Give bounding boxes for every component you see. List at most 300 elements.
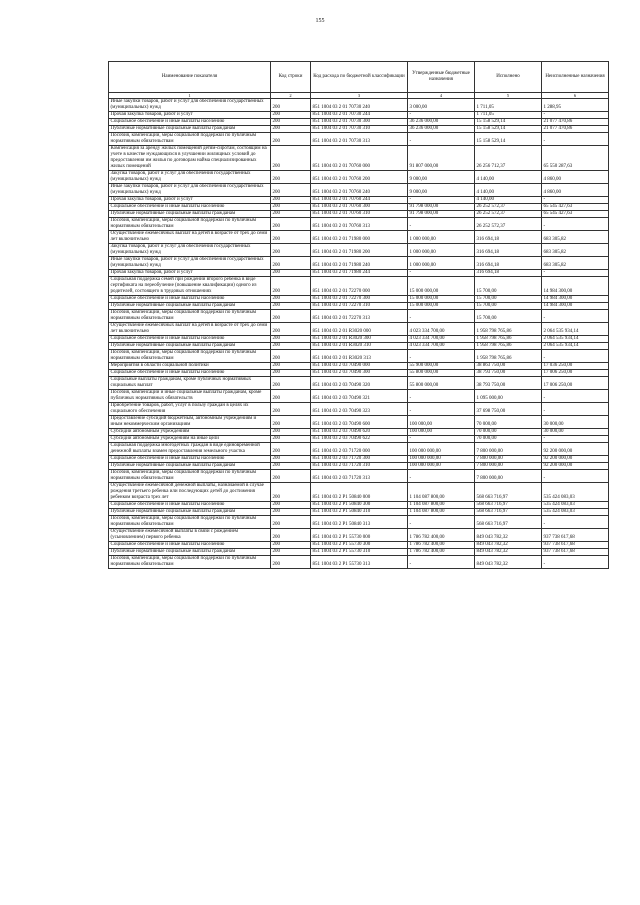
row-remaining-amount: 92 200 000,00 bbox=[542, 443, 609, 456]
table-row bbox=[109, 336, 609, 343]
row-approved-amount: 15 000 000,00 bbox=[408, 296, 475, 303]
row-code: 200 bbox=[271, 211, 311, 218]
row-name: Социальное обеспечение и иные выплаты населению bbox=[109, 296, 271, 303]
row-remaining-amount: - bbox=[542, 390, 609, 403]
row-approved-amount: - bbox=[408, 516, 475, 529]
row-approved-amount: 1 000 000,00 bbox=[408, 257, 475, 270]
row-budget-code: 851 1004 03 2 01 70760 313 bbox=[311, 218, 408, 231]
row-remaining-amount: 92 200 000,00 bbox=[542, 463, 609, 470]
row-name: Субсидии автономным учреждениям bbox=[109, 429, 271, 436]
row-approved-amount: 1 104 087 800,00 bbox=[408, 483, 475, 502]
header-budget-code: Код расхода по бюджетной классификации bbox=[311, 62, 408, 93]
table-row bbox=[109, 99, 609, 112]
column-number: 2 bbox=[271, 93, 311, 99]
row-budget-code: 851 1004 03 2 P1 50840 300 bbox=[311, 502, 408, 509]
row-approved-amount: - bbox=[408, 556, 475, 569]
row-executed-amount: 15 700,00 bbox=[475, 296, 542, 303]
row-code: 200 bbox=[271, 363, 311, 370]
row-approved-amount: 3 000,00 bbox=[408, 99, 475, 112]
table-row bbox=[109, 257, 609, 270]
row-budget-code: 851 1004 03 2 01 71980 240 bbox=[311, 257, 408, 270]
row-code: 200 bbox=[271, 443, 311, 456]
row-budget-code: 851 1004 03 2 01 70730 313 bbox=[311, 133, 408, 146]
row-budget-code: 851 1004 03 2 01 70760 244 bbox=[311, 197, 408, 204]
row-remaining-amount: - bbox=[542, 556, 609, 569]
row-approved-amount: - bbox=[408, 218, 475, 231]
table-row bbox=[109, 350, 609, 363]
row-name: Публичные нормативные социальные выплаты гражданам bbox=[109, 509, 271, 516]
table-row bbox=[109, 516, 609, 529]
row-remaining-amount: 21 077 470,86 bbox=[542, 126, 609, 133]
row-executed-amount: 70 000,00 bbox=[475, 429, 542, 436]
row-executed-amount: 849 043 782,32 bbox=[475, 549, 542, 556]
row-budget-code: 851 1004 03 2 03 70490 600 bbox=[311, 416, 408, 429]
row-code: 200 bbox=[271, 257, 311, 270]
row-code: 200 bbox=[271, 390, 311, 403]
table-row bbox=[109, 549, 609, 556]
row-budget-code: 851 1004 03 2 01 72270 310 bbox=[311, 303, 408, 310]
row-name: Публичные нормативные социальные выплаты гражданам bbox=[109, 303, 271, 310]
row-code: 200 bbox=[271, 99, 311, 112]
row-executed-amount: 70 000,00 bbox=[475, 436, 542, 443]
row-approved-amount: 1 786 782 400,00 bbox=[408, 542, 475, 549]
column-number: 4 bbox=[408, 93, 475, 99]
row-approved-amount: 9 000,00 bbox=[408, 184, 475, 197]
table-row bbox=[109, 146, 609, 171]
row-remaining-amount: 683 305,82 bbox=[542, 231, 609, 244]
row-name: Социальное обеспечение и иные выплаты населению bbox=[109, 119, 271, 126]
row-name: Пособия, компенсации, меры социальной поддержки по публичным нормативным обязательствам bbox=[109, 310, 271, 323]
row-budget-code: 851 1004 03 2 01 71980 000 bbox=[311, 231, 408, 244]
row-name: Социальное обеспечение и иные выплаты населению bbox=[109, 456, 271, 463]
row-code: 200 bbox=[271, 277, 311, 296]
row-code: 200 bbox=[271, 270, 311, 277]
row-remaining-amount: 14 984 300,00 bbox=[542, 303, 609, 310]
row-executed-amount: 568 663 716,97 bbox=[475, 509, 542, 516]
row-approved-amount: 55 800 000,00 bbox=[408, 377, 475, 390]
row-code: 200 bbox=[271, 133, 311, 146]
row-code: 200 bbox=[271, 231, 311, 244]
row-name: Осуществление ежемесячной денежной выплаты, назначаемой в случае рождения третьего ребенка или последующих детей до достижения ребенком возраста трех лет bbox=[109, 483, 271, 502]
row-approved-amount: 15 000 000,00 bbox=[408, 303, 475, 310]
row-name: Прочая закупка товаров, работ и услуг bbox=[109, 197, 271, 204]
row-approved-amount: 1 786 782 400,00 bbox=[408, 529, 475, 542]
row-code: 200 bbox=[271, 343, 311, 350]
row-name: Публичные нормативные социальные выплаты гражданам bbox=[109, 343, 271, 350]
table-row bbox=[109, 323, 609, 336]
table-row bbox=[109, 509, 609, 516]
row-code: 200 bbox=[271, 204, 311, 211]
row-executed-amount: 316 694,18 bbox=[475, 244, 542, 257]
row-name: Публичные нормативные социальные выплаты гражданам bbox=[109, 549, 271, 556]
table-row bbox=[109, 377, 609, 390]
row-name: Социальные выплаты гражданам, кроме публичных нормативных социальных выплат bbox=[109, 377, 271, 390]
row-remaining-amount: 937 738 617,68 bbox=[542, 542, 609, 549]
column-number: 1 bbox=[109, 93, 271, 99]
row-approved-amount: 100 000 000,00 bbox=[408, 443, 475, 456]
row-name: Мероприятия в области социальной политики bbox=[109, 363, 271, 370]
row-remaining-amount: 535 424 083,03 bbox=[542, 483, 609, 502]
row-budget-code: 851 1004 03 2 01 70730 240 bbox=[311, 99, 408, 112]
row-approved-amount: 1 104 087 800,00 bbox=[408, 502, 475, 509]
row-approved-amount: 100 000 000,00 bbox=[408, 463, 475, 470]
table-row bbox=[109, 429, 609, 436]
row-remaining-amount: - bbox=[542, 270, 609, 277]
row-code: 200 bbox=[271, 126, 311, 133]
row-approved-amount: - bbox=[408, 310, 475, 323]
row-approved-amount: - bbox=[408, 197, 475, 204]
row-approved-amount: 4 023 334 700,00 bbox=[408, 323, 475, 336]
row-name: Осуществление ежемесячных выплат на детей в возрасте от трех до семи лет включительно bbox=[109, 231, 271, 244]
row-executed-amount: 7 800 000,00 bbox=[475, 470, 542, 483]
row-remaining-amount: 2 064 535 934,14 bbox=[542, 343, 609, 350]
row-code: 200 bbox=[271, 112, 311, 119]
row-name: Пособия, компенсации, меры социальной поддержки по публичным нормативным обязательствам bbox=[109, 470, 271, 483]
table-row bbox=[109, 403, 609, 416]
row-executed-amount: 1 711,05 bbox=[475, 112, 542, 119]
row-approved-amount: 91 798 000,00 bbox=[408, 211, 475, 218]
table-row bbox=[109, 556, 609, 569]
row-code: 200 bbox=[271, 119, 311, 126]
row-budget-code: 851 1004 03 2 P1 50840 310 bbox=[311, 509, 408, 516]
row-budget-code: 851 1004 03 2 01 72270 000 bbox=[311, 277, 408, 296]
row-name: Пособия, компенсации, меры социальной поддержки по публичным нормативным обязательствам bbox=[109, 218, 271, 231]
row-executed-amount: 568 663 716,97 bbox=[475, 516, 542, 529]
row-name: Прочая закупка товаров, работ и услуг bbox=[109, 270, 271, 277]
row-budget-code: 851 1004 03 2 03 70490 622 bbox=[311, 436, 408, 443]
row-remaining-amount: 92 200 000,00 bbox=[542, 456, 609, 463]
table-row bbox=[109, 343, 609, 350]
row-name: Субсидии автономным учреждениям на иные цели bbox=[109, 436, 271, 443]
column-number: 5 bbox=[475, 93, 542, 99]
row-budget-code: 851 1004 03 2 01 72270 300 bbox=[311, 296, 408, 303]
row-approved-amount: 100 000 000,00 bbox=[408, 456, 475, 463]
table-row bbox=[109, 231, 609, 244]
column-number: 3 bbox=[311, 93, 408, 99]
row-budget-code: 851 1004 03 2 P1 50840 000 bbox=[311, 483, 408, 502]
row-code: 200 bbox=[271, 436, 311, 443]
row-executed-amount: 849 043 782,32 bbox=[475, 529, 542, 542]
row-name: Социальная поддержка многодетных граждан в виде единовременной денежной выплаты взамен предоставления земельного участка bbox=[109, 443, 271, 456]
row-code: 200 bbox=[271, 502, 311, 509]
row-approved-amount: 36 236 000,00 bbox=[408, 126, 475, 133]
row-code: 200 bbox=[271, 509, 311, 516]
row-approved-amount: 1 000 000,00 bbox=[408, 244, 475, 257]
row-remaining-amount: 17 006 250,00 bbox=[542, 370, 609, 377]
row-budget-code: 851 1004 03 2 01 70730 300 bbox=[311, 119, 408, 126]
row-remaining-amount: 937 738 617,68 bbox=[542, 529, 609, 542]
row-budget-code: 851 1004 03 2 01 R3020 300 bbox=[311, 336, 408, 343]
row-executed-amount: 38 863 750,00 bbox=[475, 363, 542, 370]
row-approved-amount: 1 104 087 800,00 bbox=[408, 509, 475, 516]
row-budget-code: 851 1004 03 2 P1 55730 300 bbox=[311, 542, 408, 549]
row-remaining-amount: 535 424 083,03 bbox=[542, 502, 609, 509]
row-budget-code: 851 1004 03 2 01 R3020 313 bbox=[311, 350, 408, 363]
row-remaining-amount: - bbox=[542, 197, 609, 204]
row-code: 200 bbox=[271, 184, 311, 197]
row-budget-code: 851 1004 03 2 01 70730 244 bbox=[311, 112, 408, 119]
row-name: Приобретение товаров, работ, услуг в пользу граждан в целях их социального обеспечения bbox=[109, 403, 271, 416]
table-row bbox=[109, 363, 609, 370]
row-remaining-amount: 683 305,82 bbox=[542, 257, 609, 270]
row-executed-amount: 15 700,00 bbox=[475, 303, 542, 310]
row-executed-amount: 316 694,18 bbox=[475, 257, 542, 270]
row-remaining-amount: 17 006 250,00 bbox=[542, 377, 609, 390]
row-name: Публичные нормативные социальные выплаты гражданам bbox=[109, 126, 271, 133]
row-code: 200 bbox=[271, 516, 311, 529]
row-code: 200 bbox=[271, 171, 311, 184]
table-row bbox=[109, 470, 609, 483]
row-name: Социальное обеспечение и иные выплаты населению bbox=[109, 204, 271, 211]
row-name: Пособия, компенсации, меры социальной поддержки по публичным нормативным обязательствам bbox=[109, 133, 271, 146]
row-executed-amount: 26 252 572,37 bbox=[475, 204, 542, 211]
row-code: 200 bbox=[271, 483, 311, 502]
row-remaining-amount: 17 036 250,00 bbox=[542, 363, 609, 370]
row-remaining-amount: 30 000,00 bbox=[542, 416, 609, 429]
row-name: Социальное обеспечение и иные выплаты населению bbox=[109, 502, 271, 509]
row-executed-amount: 26 252 572,37 bbox=[475, 211, 542, 218]
row-remaining-amount: 937 738 617,68 bbox=[542, 549, 609, 556]
row-executed-amount: 1 958 798 765,86 bbox=[475, 336, 542, 343]
row-remaining-amount: - bbox=[542, 218, 609, 231]
table-row bbox=[109, 197, 609, 204]
row-code: 200 bbox=[271, 197, 311, 204]
table-row bbox=[109, 416, 609, 429]
row-executed-amount: 7 800 000,00 bbox=[475, 456, 542, 463]
row-name: Пособия, компенсации и иные социальные выплаты гражданам, кроме публичных нормативных обязательств bbox=[109, 390, 271, 403]
row-executed-amount: 15 158 529,14 bbox=[475, 133, 542, 146]
row-code: 200 bbox=[271, 303, 311, 310]
row-name: Социальное обеспечение и иные выплаты населению bbox=[109, 370, 271, 377]
table-row bbox=[109, 119, 609, 126]
row-budget-code: 851 1004 03 2 P1 55730 310 bbox=[311, 549, 408, 556]
row-name: Осуществление ежемесячных выплат на детей в возрасте от трех до семи лет включительно bbox=[109, 323, 271, 336]
table-row bbox=[109, 244, 609, 257]
header-row-code: Код строки bbox=[271, 62, 311, 93]
row-remaining-amount: 4 860,00 bbox=[542, 171, 609, 184]
table-row bbox=[109, 133, 609, 146]
row-name: Закупка товаров, работ и услуг для обеспечения государственных (муниципальных) нужд bbox=[109, 244, 271, 257]
table-row bbox=[109, 483, 609, 502]
row-approved-amount: 55 800 000,00 bbox=[408, 370, 475, 377]
table-row bbox=[109, 211, 609, 218]
row-remaining-amount: 683 305,82 bbox=[542, 244, 609, 257]
row-executed-amount: 4 140,00 bbox=[475, 197, 542, 204]
table-row bbox=[109, 184, 609, 197]
row-code: 200 bbox=[271, 542, 311, 549]
row-budget-code: 851 1004 03 2 01 72270 313 bbox=[311, 310, 408, 323]
row-remaining-amount: - bbox=[542, 516, 609, 529]
row-name: Предоставление субсидий бюджетным, автономным учреждениям и иным некоммерческим организациям bbox=[109, 416, 271, 429]
table-row bbox=[109, 370, 609, 377]
row-approved-amount: - bbox=[408, 470, 475, 483]
row-name: Иные закупки товаров, работ и услуг для обеспечения государственных (муниципальных) нужд bbox=[109, 99, 271, 112]
header-approved: Утвержденные бюджетные назначения bbox=[408, 62, 475, 93]
table-row bbox=[109, 296, 609, 303]
row-code: 200 bbox=[271, 403, 311, 416]
row-name: Социальное обеспечение и иные выплаты населению bbox=[109, 542, 271, 549]
row-remaining-amount: - bbox=[542, 310, 609, 323]
row-executed-amount: 316 694,18 bbox=[475, 270, 542, 277]
row-remaining-amount: 65 550 287,63 bbox=[542, 146, 609, 171]
row-code: 200 bbox=[271, 336, 311, 343]
table-row bbox=[109, 126, 609, 133]
row-code: 200 bbox=[271, 416, 311, 429]
row-budget-code: 851 1004 03 2 03 71720 000 bbox=[311, 443, 408, 456]
row-executed-amount: 70 000,00 bbox=[475, 416, 542, 429]
row-executed-amount: 568 663 716,97 bbox=[475, 502, 542, 509]
table-row bbox=[109, 112, 609, 119]
row-approved-amount: 100 000,00 bbox=[408, 429, 475, 436]
row-remaining-amount: 14 984 300,00 bbox=[542, 277, 609, 296]
row-budget-code: 851 1004 03 2 03 70490 000 bbox=[311, 363, 408, 370]
row-code: 200 bbox=[271, 370, 311, 377]
row-approved-amount: 91 807 000,00 bbox=[408, 146, 475, 171]
row-approved-amount: - bbox=[408, 403, 475, 416]
row-remaining-amount: 535 424 083,03 bbox=[542, 509, 609, 516]
row-approved-amount: 4 023 334 700,00 bbox=[408, 336, 475, 343]
row-approved-amount: - bbox=[408, 270, 475, 277]
row-code: 200 bbox=[271, 529, 311, 542]
row-code: 200 bbox=[271, 556, 311, 569]
row-remaining-amount: - bbox=[542, 403, 609, 416]
row-executed-amount: 1 958 798 765,86 bbox=[475, 323, 542, 336]
row-name: Социальная поддержка семей при рождении второго ребенка в виде сертификата на переобучение (повышение квалификации) одного из родителей, состоящего в трудовых отношениях bbox=[109, 277, 271, 296]
row-budget-code: 851 1004 03 2 01 71980 200 bbox=[311, 244, 408, 257]
row-budget-code: 851 1004 03 2 01 70760 310 bbox=[311, 211, 408, 218]
page-number: 155 bbox=[315, 18, 325, 24]
row-code: 200 bbox=[271, 218, 311, 231]
table-row bbox=[109, 502, 609, 509]
row-executed-amount: 1 958 798 765,86 bbox=[475, 343, 542, 350]
budget-execution-table bbox=[108, 61, 609, 569]
row-executed-amount: 15 158 529,14 bbox=[475, 126, 542, 133]
row-approved-amount: 55 900 000,00 bbox=[408, 363, 475, 370]
table-row bbox=[109, 463, 609, 470]
row-remaining-amount: 65 545 427,63 bbox=[542, 204, 609, 211]
row-name: Пособия, компенсации, меры социальной поддержки по публичным нормативным обязательствам bbox=[109, 516, 271, 529]
table-row bbox=[109, 218, 609, 231]
row-code: 200 bbox=[271, 470, 311, 483]
row-executed-amount: 26 256 712,37 bbox=[475, 146, 542, 171]
row-name: Осуществление ежемесячной выплаты в связи с рождением (усыновлением) первого ребенка bbox=[109, 529, 271, 542]
row-code: 200 bbox=[271, 323, 311, 336]
row-executed-amount: 568 663 716,97 bbox=[475, 483, 542, 502]
column-number: 6 bbox=[542, 93, 609, 99]
table-row bbox=[109, 529, 609, 542]
row-approved-amount: 1 786 782 400,00 bbox=[408, 549, 475, 556]
row-remaining-amount: 2 064 535 934,14 bbox=[542, 323, 609, 336]
row-remaining-amount: - bbox=[542, 470, 609, 483]
row-executed-amount: 4 140,00 bbox=[475, 171, 542, 184]
header-executed: Исполнено bbox=[475, 62, 542, 93]
row-executed-amount: 38 793 750,00 bbox=[475, 370, 542, 377]
row-code: 200 bbox=[271, 310, 311, 323]
row-code: 200 bbox=[271, 429, 311, 436]
row-code: 200 bbox=[271, 146, 311, 171]
row-executed-amount: 26 252 572,37 bbox=[475, 218, 542, 231]
row-approved-amount: 91 798 000,00 bbox=[408, 204, 475, 211]
row-remaining-amount: - bbox=[542, 436, 609, 443]
row-code: 200 bbox=[271, 456, 311, 463]
row-name: Публичные нормативные социальные выплаты гражданам bbox=[109, 463, 271, 470]
row-remaining-amount: - bbox=[542, 350, 609, 363]
row-budget-code: 851 1004 03 2 P1 50840 313 bbox=[311, 516, 408, 529]
header-row bbox=[109, 62, 609, 93]
row-executed-amount: 1 711,05 bbox=[475, 99, 542, 112]
row-budget-code: 851 1004 03 2 03 70490 320 bbox=[311, 377, 408, 390]
table-row bbox=[109, 436, 609, 443]
table-row bbox=[109, 310, 609, 323]
row-approved-amount: - bbox=[408, 436, 475, 443]
row-approved-amount: 9 000,00 bbox=[408, 171, 475, 184]
row-code: 200 bbox=[271, 377, 311, 390]
row-budget-code: 851 1004 03 2 01 71980 244 bbox=[311, 270, 408, 277]
row-executed-amount: 7 800 000,00 bbox=[475, 463, 542, 470]
row-name: Публичные нормативные социальные выплаты гражданам bbox=[109, 211, 271, 218]
row-code: 200 bbox=[271, 463, 311, 470]
row-approved-amount: 100 000,00 bbox=[408, 416, 475, 429]
row-remaining-amount: - bbox=[542, 133, 609, 146]
table-row bbox=[109, 171, 609, 184]
row-remaining-amount: - bbox=[542, 112, 609, 119]
table-row bbox=[109, 443, 609, 456]
row-remaining-amount: 2 064 535 934,14 bbox=[542, 336, 609, 343]
row-remaining-amount: 4 860,00 bbox=[542, 184, 609, 197]
row-budget-code: 851 1004 03 2 01 70760 240 bbox=[311, 184, 408, 197]
row-name: Социальное обеспечение и иные выплаты населению bbox=[109, 336, 271, 343]
row-name: Прочая закупка товаров, работ и услуг bbox=[109, 112, 271, 119]
row-budget-code: 851 1004 03 2 03 70490 321 bbox=[311, 390, 408, 403]
row-approved-amount: 1 000 000,00 bbox=[408, 231, 475, 244]
row-approved-amount: - bbox=[408, 350, 475, 363]
row-executed-amount: 15 700,00 bbox=[475, 277, 542, 296]
table-row bbox=[109, 270, 609, 277]
row-executed-amount: 37 698 750,00 bbox=[475, 403, 542, 416]
row-executed-amount: 1 958 798 765,86 bbox=[475, 350, 542, 363]
row-executed-amount: 15 158 529,14 bbox=[475, 119, 542, 126]
header-indicator-name: Наименование показателя bbox=[109, 62, 271, 93]
row-budget-code: 851 1004 03 2 03 70490 620 bbox=[311, 429, 408, 436]
table-row bbox=[109, 542, 609, 549]
row-budget-code: 851 1004 03 2 P1 55730 313 bbox=[311, 556, 408, 569]
row-code: 200 bbox=[271, 549, 311, 556]
table-row bbox=[109, 456, 609, 463]
row-budget-code: 851 1004 03 2 01 R3020 310 bbox=[311, 343, 408, 350]
row-budget-code: 851 1004 03 2 03 70490 300 bbox=[311, 370, 408, 377]
row-budget-code: 851 1004 03 2 03 71720 300 bbox=[311, 456, 408, 463]
row-approved-amount: 36 236 000,00 bbox=[408, 119, 475, 126]
row-budget-code: 851 1004 03 2 03 70490 323 bbox=[311, 403, 408, 416]
row-executed-amount: 7 800 000,00 bbox=[475, 443, 542, 456]
row-name: Компенсация за аренду жилых помещений детям-сиротам, состоящим на учете в качестве нуждающихся в улучшении жилищных условий до предоставления им жилья по договорам найма специализированных жилых помещений bbox=[109, 146, 271, 171]
row-budget-code: 851 1004 03 2 01 70730 310 bbox=[311, 126, 408, 133]
row-approved-amount: 4 023 334 700,00 bbox=[408, 343, 475, 350]
table-row bbox=[109, 390, 609, 403]
row-approved-amount: - bbox=[408, 112, 475, 119]
row-executed-amount: 15 700,00 bbox=[475, 310, 542, 323]
row-executed-amount: 1 095 000,00 bbox=[475, 390, 542, 403]
row-name: Пособия, компенсации, меры социальной поддержки по публичным нормативным обязательствам bbox=[109, 350, 271, 363]
row-name: Иные закупки товаров, работ и услуг для обеспечения государственных (муниципальных) нужд bbox=[109, 257, 271, 270]
row-name: Пособия, компенсации, меры социальной поддержки по публичным нормативным обязательствам bbox=[109, 556, 271, 569]
row-executed-amount: 316 694,18 bbox=[475, 231, 542, 244]
row-executed-amount: 849 043 782,32 bbox=[475, 542, 542, 549]
row-budget-code: 851 1004 03 2 01 70760 000 bbox=[311, 146, 408, 171]
row-name: Иные закупки товаров, работ и услуг для обеспечения государственных (муниципальных) нужд bbox=[109, 184, 271, 197]
row-code: 200 bbox=[271, 244, 311, 257]
row-budget-code: 851 1004 03 2 03 71720 310 bbox=[311, 463, 408, 470]
